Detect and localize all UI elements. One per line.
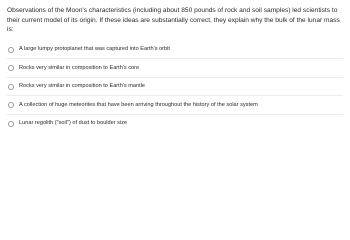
- radio-button-icon[interactable]: [8, 65, 14, 71]
- question-text: Observations of the Moon's characteristics (including about 850 pounds of rock and soil samples) led scientists to their current model of its origin. If these ideas are substantially correct, they explain why the bulk of the lunar mass is:: [7, 7, 340, 34]
- radio-button-icon[interactable]: [8, 102, 14, 108]
- option-2[interactable]: [7, 59, 343, 78]
- option-label: Lunar regolith ("soil") of dust to boulder size: [19, 120, 128, 127]
- option-1[interactable]: [7, 41, 343, 60]
- option-label: Rocks very similar in composition to Earth's core: [19, 64, 140, 71]
- option-5[interactable]: [7, 115, 343, 133]
- answer-options: [7, 41, 343, 133]
- option-label: Rocks very similar in composition to Earth's mantle: [19, 83, 146, 90]
- option-label: A large lumpy protoplanet that was captured into Earth's orbit: [19, 46, 170, 53]
- option-3[interactable]: [7, 78, 343, 97]
- option-4[interactable]: [7, 96, 343, 115]
- option-label: A collection of huge meteorites that have been arriving throughout the history of the solar system: [19, 101, 258, 108]
- radio-button-icon[interactable]: [8, 47, 14, 53]
- radio-button-icon[interactable]: [8, 121, 14, 127]
- radio-button-icon[interactable]: [8, 84, 14, 90]
